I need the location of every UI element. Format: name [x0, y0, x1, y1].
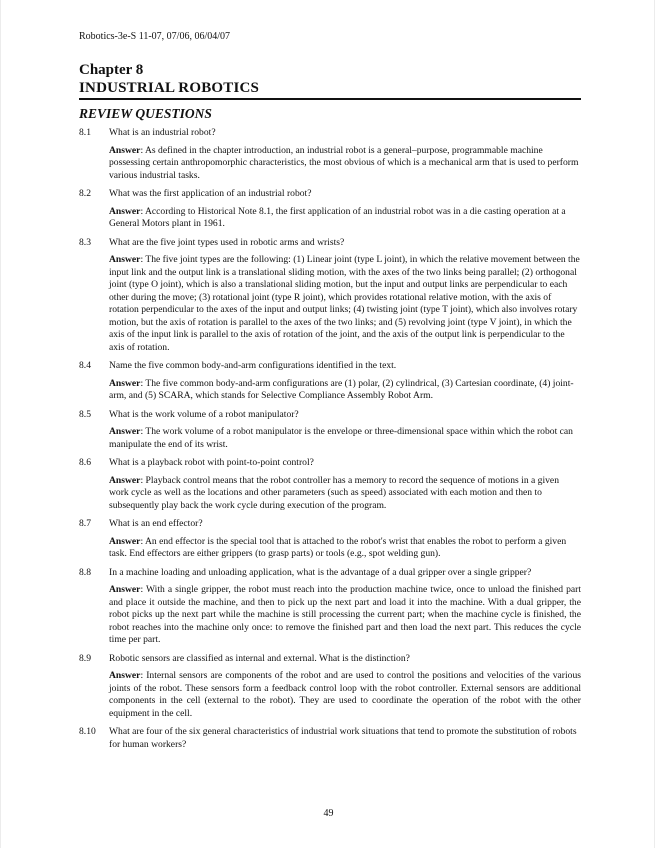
question-number: 8.2: [79, 188, 91, 199]
answer-paragraph: [109, 378, 581, 403]
question-text: What are four of the six general characteristics of industrial work situations that tend to promote the substitution of robots for human workers?: [109, 726, 577, 750]
answer-text: : The work volume of a robot manipulator is the envelope or three-dimensional space within which the robot can manipulate the end of its wrist.: [109, 426, 573, 450]
question-text: Robotic sensors are classified as internal and external. What is the distinction?: [109, 652, 410, 664]
answer-label: Answer: [109, 144, 141, 156]
question-text: What is an end effector?: [109, 518, 203, 529]
answer-label: Answer: [109, 254, 141, 265]
question-list: [79, 127, 581, 757]
question-text: What was the first application of an industrial robot?: [109, 188, 312, 199]
answer-text: : According to Historical Note 8.1, the first application of an industrial robot was in a die casting operation at a General Motors plant in 1961.: [109, 205, 566, 229]
question-item: [79, 127, 581, 182]
question-number: 8.3: [79, 236, 91, 248]
question-item: [79, 567, 581, 647]
question-number: 8.9: [79, 652, 91, 664]
question-item: [79, 188, 581, 231]
question-row: [79, 518, 581, 531]
answer-label: Answer: [109, 474, 141, 486]
question-row: [79, 653, 581, 666]
question-row: [79, 457, 581, 470]
answer-label: Answer: [109, 670, 141, 681]
question-row: [79, 237, 581, 250]
answer-paragraph: [109, 475, 581, 513]
answer-paragraph: [109, 584, 581, 647]
answer-paragraph: [109, 254, 581, 354]
question-item: [79, 457, 581, 512]
answer-text: : With a single gripper, the robot must reach into the production machine twice, once to unload the finished part and place it outside the machine, and then to pick up the next part and load it into the machine. With a dual gripper, the robot picks up the next part while the machine is still processing the current part; when the machine cycle is finished, the robot reaches into the machine only once: to remove the finished part and then load the next part. This reduces the cycle time per part.: [109, 584, 581, 645]
answer-label: Answer: [109, 426, 141, 437]
answer-paragraph: [109, 206, 581, 231]
answer-text: : The five common body-and-arm configurations are (1) polar, (2) cylindrical, (3) Cartesian coordinate, (4) joint-arm, and (5) SCARA, which stands for Selective Compliance Assembly Robot Arm.: [109, 377, 574, 401]
answer-paragraph: [109, 426, 581, 451]
question-number: 8.10: [79, 726, 96, 737]
answer-text: : Playback control means that the robot controller has a memory to record the sequence of motions in a given work cycle as well as the locations and other parameters (such as speed) associated with each motion and then to subsequently play back the work cycle during execution of the program.: [109, 474, 559, 511]
question-row: [79, 567, 581, 580]
answer-paragraph: [109, 145, 581, 183]
question-row: [79, 409, 581, 422]
answer-paragraph: [109, 536, 581, 561]
answer-text: : As defined in the chapter introduction, an industrial robot is a general–purpose, programmable machine possessing certain anthropomorphic characteristics, the most obvious of which is a mechanical arm that is used to perform various industrial tasks.: [109, 144, 579, 181]
question-text: In a machine loading and unloading application, what is the advantage of a dual gripper over a single gripper?: [109, 566, 532, 578]
answer-paragraph: [109, 670, 581, 720]
page-number: 49: [323, 808, 334, 819]
answer-label: Answer: [109, 377, 141, 389]
question-text: What are the five joint types used in robotic arms and wrists?: [109, 236, 345, 248]
answer-text: : Internal sensors are components of the robot and are used to control the positions and velocities of the various joints of the robot. These sensors form a feedback control loop with the robot controller. External sensors are additional components in the cell (external to the robot). They are used to coordinate the operation of the robot with the other equipment in the cell.: [109, 670, 581, 719]
question-item: [79, 237, 581, 355]
question-item: [79, 653, 581, 721]
answer-label: Answer: [109, 535, 141, 547]
question-number: 8.5: [79, 408, 91, 420]
question-number: 8.7: [79, 518, 91, 529]
question-text: What is the work volume of a robot manipulator?: [109, 408, 299, 420]
question-item: [79, 518, 581, 561]
question-number: 8.4: [79, 360, 91, 371]
question-item: [79, 409, 581, 452]
question-item: [79, 726, 581, 751]
question-row: [79, 726, 581, 751]
chapter-number: Chapter 8: [79, 62, 144, 78]
question-row: [79, 127, 581, 140]
question-number: 8.6: [79, 457, 91, 468]
question-row: [79, 360, 581, 373]
answer-label: Answer: [109, 584, 141, 595]
answer-label: Answer: [109, 205, 141, 217]
title-rule: [79, 98, 581, 100]
question-number: 8.8: [79, 566, 91, 578]
question-number: 8.1: [79, 127, 91, 138]
question-text: What is an industrial robot?: [109, 127, 216, 138]
question-row: [79, 188, 581, 201]
question-text: What is a playback robot with point-to-point control?: [109, 457, 314, 468]
section-title: REVIEW QUESTIONS: [79, 106, 212, 121]
answer-text: : An end effector is the special tool that is attached to the robot's wrist that enables the robot to perform a given task. End effectors are either grippers (to grasp parts) or tools (e.g., spot welding gun).: [109, 535, 567, 559]
question-text: Name the five common body-and-arm configurations identified in the text.: [109, 360, 397, 371]
answer-text: : The five joint types are the following: (1) Linear joint (type L joint), in which the relative movement between the input link and the output link is a translational sliding motion, with the axes of the two links being parallel; (2) orthogonal joint (type O joint), which is also a translational sliding motion, but the input and output links are perpendicular to each other during the move; (3) rotational joint (type R joint), which provides rotational relative motion, with the axis of rotation perpendicular to the axes of the input and output links; (4) twisting joint (type T joint), which also involves rotary motion, but the axis of rotation is parallel to the axes of the two links; and (5) revolving joint (type V joint), in which the axis of the input link is parallel to the axis of rotation of the joint, and the axis of the output link is perpendicular to the axis of rotation.: [109, 254, 580, 353]
running-header: Robotics-3e-S 11-07, 07/06, 06/04/07: [79, 31, 231, 42]
chapter-title: INDUSTRIAL ROBOTICS: [79, 80, 260, 96]
question-item: [79, 360, 581, 403]
